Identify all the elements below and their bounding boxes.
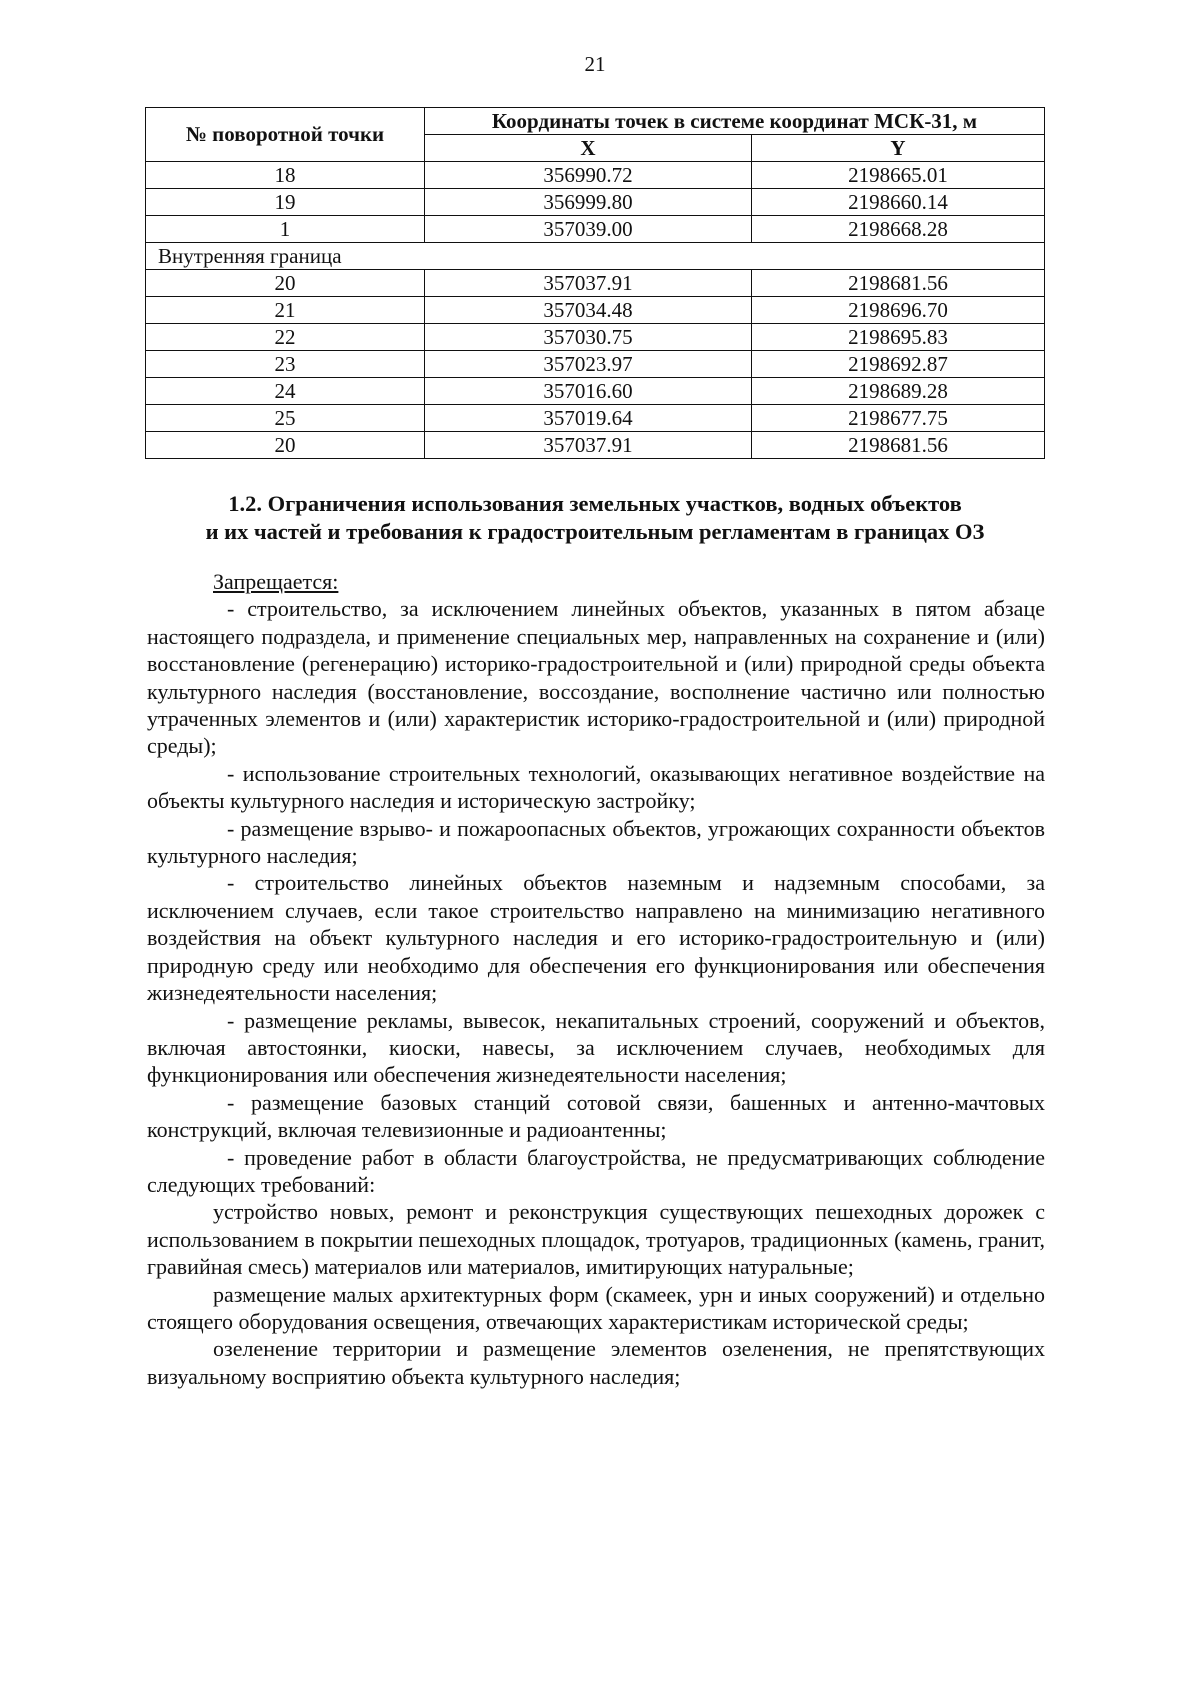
- cell-x: 356999.80: [425, 189, 752, 216]
- paragraph: - размещение взрыво- и пожароопасных объектов, угрожающих сохранности объектов культурного наследия;: [147, 815, 1045, 869]
- prohibited-label-text: Запрещается:: [213, 569, 339, 594]
- paragraph: размещение малых архитектурных форм (скамеек, урн и иных сооружений) и отдельно стоящего оборудования освещения, отвечающих характеристикам исторической среды;: [147, 1281, 1045, 1334]
- cell-n: 1: [146, 216, 425, 243]
- table-row: [146, 270, 1045, 297]
- outer-rows: [146, 162, 1045, 243]
- table-row: [146, 297, 1045, 324]
- cell-x: 357034.48: [425, 297, 752, 324]
- cell-x: 357037.91: [425, 270, 752, 297]
- paragraph: - проведение работ в области благоустройства, не предусматривающих соблюдение следующих требований:: [147, 1144, 1045, 1197]
- table-header-row: [146, 108, 1045, 135]
- heading-line-1: 1.2. Ограничения использования земельных участков, водных объектов: [228, 491, 962, 516]
- cell-x: 356990.72: [425, 162, 752, 189]
- cell-y: 2198665.01: [752, 162, 1045, 189]
- cell-y: 2198696.70: [752, 297, 1045, 324]
- cell-n: 20: [146, 270, 425, 297]
- cell-y: 2198660.14: [752, 189, 1045, 216]
- header-y: Y: [752, 135, 1045, 162]
- cell-y: 2198681.56: [752, 432, 1045, 459]
- paragraph: - размещение рекламы, вывесок, некапитальных строений, сооружений и объектов, включая автостоянки, киоски, навесы, за исключением случаев, необходимых для функционирования или обеспечения жизнедеятельности населения;: [147, 1007, 1045, 1088]
- cell-n: 18: [146, 162, 425, 189]
- section-row: [146, 243, 1045, 270]
- inner-rows: [146, 270, 1045, 459]
- paragraph: устройство новых, ремонт и реконструкция существующих пешеходных дорожек с использованием в покрытии пешеходных площадок, тротуаров, традиционных (камень, гранит, гравийная смесь) материалов или материалов, имитирующих натуральные;: [147, 1199, 1045, 1280]
- paragraph: - строительство линейных объектов наземным и надземным способами, за исключением случаев, если такое строительство направлено на минимизацию негативного воздействия на объект культурного наследия и его историко-градостроительную и (или) природную среду или необходимо для обеспечения его функционирования или обеспечения жизнедеятельности населения;: [147, 870, 1045, 1006]
- cell-n: 19: [146, 189, 425, 216]
- cell-n: 21: [146, 297, 425, 324]
- prohibited-label: [147, 568, 1045, 595]
- cell-x: 357023.97: [425, 351, 752, 378]
- coordinates-table: [145, 107, 1045, 459]
- paragraph: - использование строительных технологий, оказывающих негативное воздействие на объекты культурного наследия и историческую застройку;: [147, 760, 1045, 814]
- table-row: [146, 378, 1045, 405]
- section-inner-boundary: Внутренняя граница: [146, 243, 1045, 270]
- subparagraphs: [147, 1198, 1045, 1390]
- cell-y: 2198689.28: [752, 378, 1045, 405]
- header-coordinates: Координаты точек в системе координат МСК-31, м: [425, 108, 1045, 135]
- table-row: [146, 324, 1045, 351]
- cell-x: 357016.60: [425, 378, 752, 405]
- cell-y: 2198677.75: [752, 405, 1045, 432]
- cell-n: 20: [146, 432, 425, 459]
- cell-n: 24: [146, 378, 425, 405]
- heading-line-2: и их частей и требования к градостроительным регламентам в границах ОЗ: [205, 519, 985, 544]
- table-row: [146, 432, 1045, 459]
- body-text: [147, 568, 1045, 1390]
- section-heading: [145, 490, 1045, 546]
- cell-x: 357039.00: [425, 216, 752, 243]
- table-row: [146, 189, 1045, 216]
- paragraphs: [147, 595, 1045, 1198]
- cell-y: 2198668.28: [752, 216, 1045, 243]
- cell-n: 23: [146, 351, 425, 378]
- table-row: [146, 405, 1045, 432]
- cell-x: 357019.64: [425, 405, 752, 432]
- cell-x: 357037.91: [425, 432, 752, 459]
- cell-y: 2198692.87: [752, 351, 1045, 378]
- table-row: [146, 351, 1045, 378]
- header-point-number: № поворотной точки: [146, 108, 425, 162]
- table-row: [146, 162, 1045, 189]
- cell-y: 2198681.56: [752, 270, 1045, 297]
- paragraph: - размещение базовых станций сотовой связи, башенных и антенно-мачтовых конструкций, включая телевизионные и радиоантенны;: [147, 1089, 1045, 1143]
- cell-n: 22: [146, 324, 425, 351]
- cell-y: 2198695.83: [752, 324, 1045, 351]
- table-row: [146, 216, 1045, 243]
- paragraph: озеленение территории и размещение элементов озеленения, не препятствующих визуальному восприятию объекта культурного наследия;: [147, 1336, 1045, 1389]
- paragraph: - строительство, за исключением линейных объектов, указанных в пятом абзаце настоящего подраздела, и применение специальных мер, направленных на сохранение и (или) восстановление (регенерацию) историко-градостроительной и (или) природной среды объекта культурного наследия (восстановление, воссоздание, восполнение частично или полностью утраченных элементов и (или) характеристик историко-градостроительной и (или) природной среды);: [147, 596, 1045, 759]
- cell-n: 25: [146, 405, 425, 432]
- header-x: X: [425, 135, 752, 162]
- cell-x: 357030.75: [425, 324, 752, 351]
- page-number: 21: [584, 52, 606, 76]
